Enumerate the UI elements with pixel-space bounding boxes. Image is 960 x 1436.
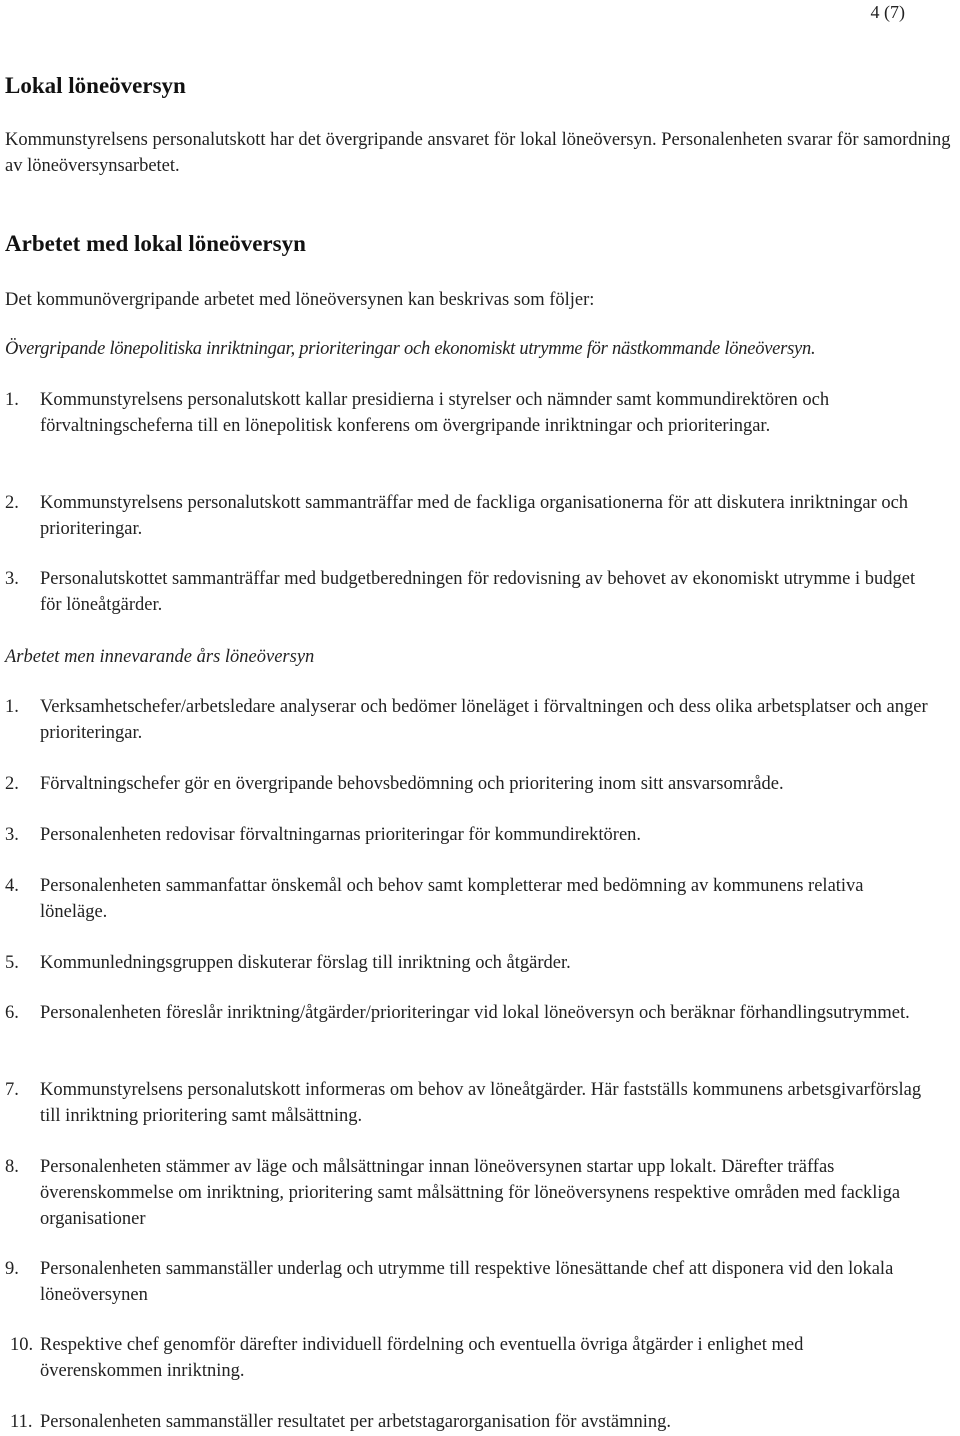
list-item	[0, 1077, 928, 1129]
section-heading-lokal-loneoversyn: Lokal löneöversyn	[5, 73, 186, 98]
list-number: 6.	[5, 1003, 19, 1023]
intro-paragraph: Det kommunövergripande arbetet med löneöversynen kan beskrivas som följer:	[5, 290, 595, 310]
list-text: Respektive chef genomför därefter individuell fördelning och eventuella övriga åtgärder i enlighet med överenskommen inriktning.	[40, 1335, 804, 1381]
list-text: Personalenheten sammanställer underlag och utrymme till respektive lönesättande chef att disponera vid den lokala löneöversynen	[40, 1259, 894, 1305]
list-text: Personalenheten sammanställer resultatet per arbetstagarorganisation för avstämning.	[40, 1412, 672, 1432]
list-text: Kommunstyrelsens personalutskott informeras om behov av löneåtgärder. Här fastställs kommunens arbetsgivarförslag till inriktning prioritering samt målsättning.	[40, 1080, 922, 1126]
list-number: 10.	[10, 1335, 34, 1355]
list-item	[0, 771, 928, 797]
list-item	[0, 1409, 928, 1435]
list-item	[0, 566, 928, 618]
list-text: Personalenheten sammanfattar önskemål och behov samt kompletterar med bedömning av kommunens relativa löneläge.	[40, 876, 864, 922]
italic-subheading-innevarande: Arbetet men innevarande års löneöversyn	[5, 647, 315, 667]
list-text: Kommunledningsgruppen diskuterar förslag till inriktning och åtgärder.	[40, 953, 571, 973]
list-number: 11.	[10, 1412, 33, 1432]
list-number: 3.	[5, 825, 19, 845]
list-number: 9.	[5, 1259, 19, 1279]
list-item	[0, 387, 928, 439]
list-number: 1.	[5, 697, 19, 717]
list-text: Kommunstyrelsens personalutskott kallar presidierna i styrelser och nämnder samt kommundirektören och förvaltningscheferna till en lönepolitisk konferens om övergripande inriktningar och prioriteringar.	[40, 390, 830, 436]
list-number: 2.	[5, 774, 19, 794]
list-text: Personalutskottet sammanträffar med budgetberedningen för redovisning av behovet av ekonomiskt utrymme i budget för löneåtgärder.	[40, 569, 916, 615]
section-paragraph: Kommunstyrelsens personalutskott har det övergripande ansvaret för lokal löneöversyn. Personalenheten svarar för samordning av löneöversynsarbetet.	[5, 130, 951, 176]
list-number: 3.	[5, 569, 19, 589]
list-number: 8.	[5, 1157, 19, 1177]
list-number: 5.	[5, 953, 19, 973]
list-item	[0, 1256, 928, 1308]
list-text: Verksamhetschefer/arbetsledare analyserar och bedömer löneläget i förvaltningen och dess olika arbetsplatser och anger prioriteringar.	[40, 697, 928, 743]
list-number: 2.	[5, 493, 19, 513]
list-item	[0, 822, 928, 848]
list-item	[0, 873, 928, 925]
list-item	[0, 1154, 928, 1232]
list-number: 7.	[5, 1080, 19, 1100]
list-item	[0, 694, 928, 746]
italic-subheading-overgripande: Övergripande lönepolitiska inriktningar, prioriteringar och ekonomiskt utrymme för nästkommande löneöversyn.	[5, 339, 816, 359]
list-item	[0, 950, 928, 976]
list-text: Personalenheten föreslår inriktning/åtgärder/prioriteringar vid lokal löneöversyn och beräknar förhandlingsutrymmet.	[40, 1003, 910, 1023]
list-text: Kommunstyrelsens personalutskott sammanträffar med de fackliga organisationerna för att diskutera inriktningar och prioriteringar.	[40, 493, 909, 539]
list-number: 4.	[5, 876, 19, 896]
list-text: Personalenheten stämmer av läge och målsättningar innan löneöversynen startar upp lokalt. Därefter träffas överenskommelse om inriktning, prioritering samt målsättning för löneöversynens respektive områden med fackliga organisationer	[40, 1157, 901, 1229]
section-heading-arbetet: Arbetet med lokal löneöversyn	[5, 231, 306, 256]
list-item	[0, 490, 928, 542]
list-item	[0, 1332, 928, 1384]
list-text: Personalenheten redovisar förvaltningarnas prioriteringar för kommundirektören.	[40, 825, 642, 845]
list-number: 1.	[5, 390, 19, 410]
page-number: 4 (7)	[870, 2, 905, 22]
list-item	[0, 1000, 928, 1026]
list-text: Förvaltningschefer gör en övergripande behovsbedömning och prioritering inom sitt ansvarsområde.	[40, 774, 784, 794]
